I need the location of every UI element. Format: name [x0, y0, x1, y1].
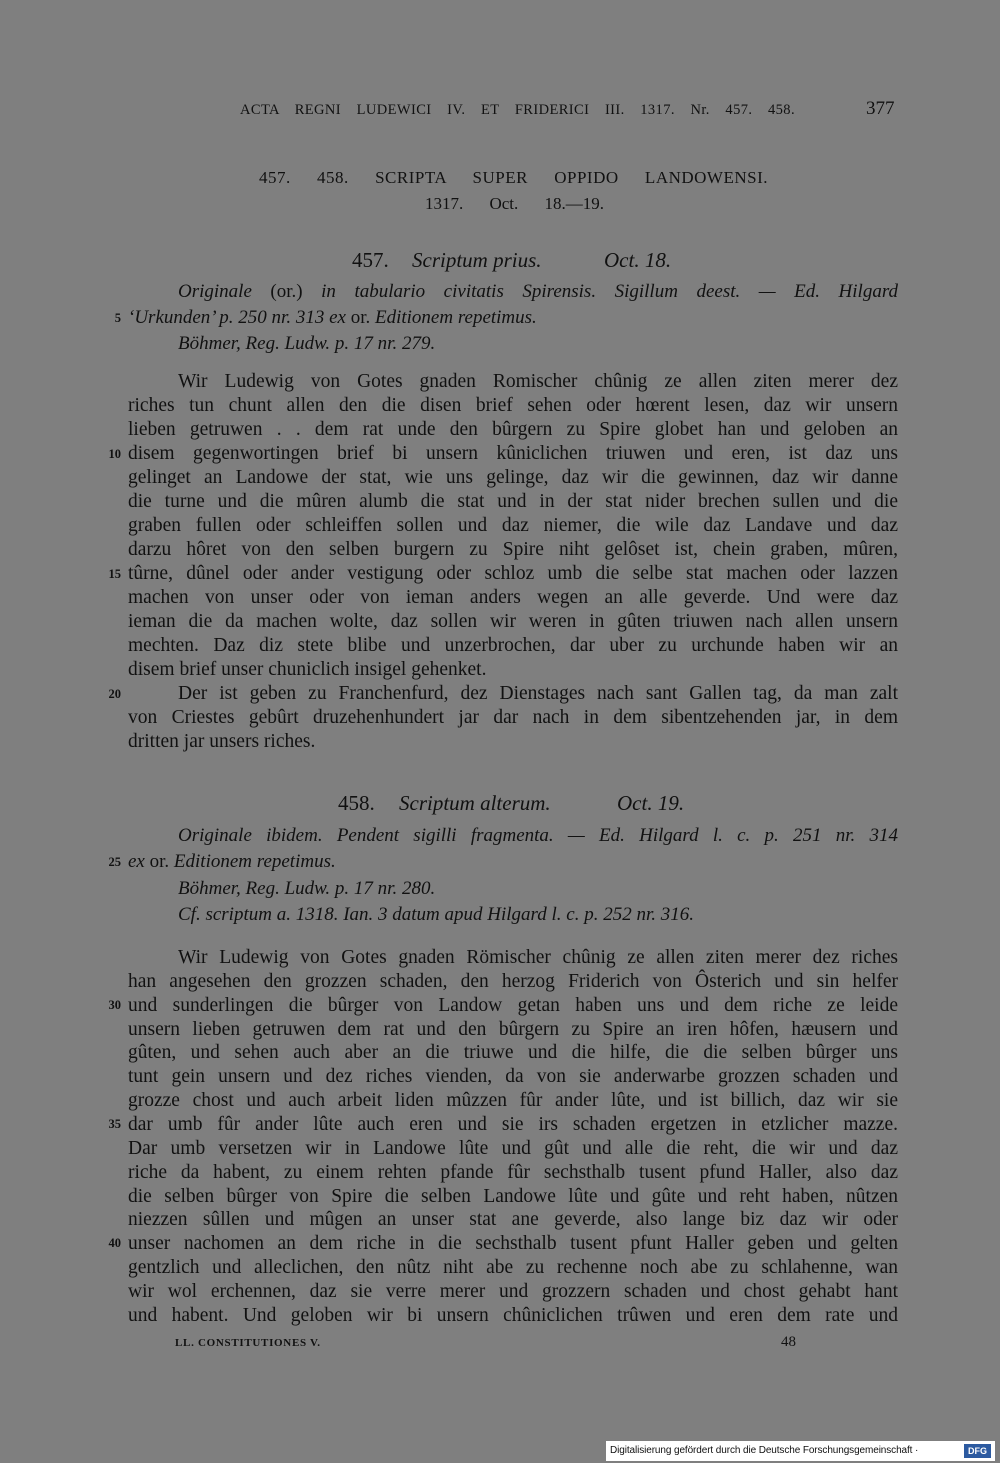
document-number: 457. [352, 248, 389, 272]
line-text: riches tun chunt allen den die disen brief sehen oder hœrent lesen, daz wir unsern [128, 395, 898, 416]
line-text: unsern lieben getruwen dem rat und den bûrgern zu Spire an iren hôfen, hæusern und [128, 1018, 898, 1040]
note-line [108, 849, 898, 875]
text-line [128, 466, 898, 490]
digitization-credit [606, 1441, 995, 1461]
text-line [128, 1089, 898, 1113]
text-line [128, 610, 898, 634]
document-heading: Scriptum alterum. [399, 791, 551, 815]
note-text: or. [350, 307, 371, 328]
sheet-signature: 48 [781, 1334, 796, 1350]
line-number: 20 [108, 687, 121, 701]
note-text: Editionem repetimus. [173, 851, 336, 873]
line-text: riche da habent, zu einem rehten pfande fûr sechsthalb tusent pfund Haller, also daz [128, 1161, 898, 1183]
note-text: (or.) [270, 281, 303, 302]
source-notes [108, 823, 898, 928]
document-number: 458. [338, 791, 375, 815]
document-text [108, 946, 898, 1328]
page-number: 377 [866, 98, 895, 119]
text-line [108, 1113, 898, 1137]
note-line [128, 902, 898, 928]
running-title: ACTA REGNI LUDEWICI IV. ET FRIDERICI III. 1317. Nr. 457. 458. [240, 102, 795, 118]
line-text: tunt gein unsern und dez riches vienden, da von sie anderwarbe grozzen schaden und [128, 1066, 898, 1088]
note-text: Böhmer, Reg. Ludw. p. 17 nr. 279. [178, 333, 436, 354]
line-text: ieman die da machen wolte, daz sollen wir weren in gûten triuwen nach allen unsern [128, 611, 898, 632]
line-text: niezzen sûllen und mûgen an unser stat ane geverde, also lange biz daz wir oder [128, 1209, 898, 1231]
line-text: grozze chost und auch arbeit liden mûzzen fûr ander lûte, und ist billich, daz wir sie [128, 1090, 898, 1112]
text-line [128, 946, 898, 970]
line-text: disem gegenwortingen brief bi unsern kûniclichen triuwen und eren, ist daz uns [128, 443, 898, 464]
text-line [128, 658, 898, 682]
line-text: dar umb fûr ander lûte auch eren und sie irs schaden ergetzen in etzlicher mazze. [128, 1114, 898, 1136]
section-title: 457. 458. SCRIPTA SUPER OPPIDO LANDOWENSI. [259, 168, 768, 187]
note-line [128, 876, 898, 902]
line-text: darzu hôret von den selben burgern zu Spire niht gelôset ist, chein graben, mûren, [128, 539, 898, 560]
text-line [108, 442, 898, 466]
note-text: ex [128, 851, 145, 873]
dfg-logo: DFG [964, 1444, 991, 1458]
text-line [128, 730, 898, 754]
line-text: disem brief unser chuniclich insigel gehenket. [128, 659, 487, 680]
line-number: 30 [108, 997, 121, 1012]
line-text: die selben bûrger von Spire die selben Landowe lûte und gûte und reht haben, nûtzen [128, 1185, 898, 1207]
text-line [108, 994, 898, 1018]
note-text: in tabulario civitatis Spirensis. Sigillum deest. — Ed. Hilgard [321, 281, 899, 302]
document-date: Oct. 18. [604, 248, 672, 272]
line-number: 5 [114, 311, 121, 325]
line-text: lieben getruwen . . dem rat unde den bûrgern zu Spire globet han und geloben an [128, 419, 898, 440]
note-text: Originale ibidem. Pendent sigilli fragmenta. — Ed. Hilgard l. c. p. 251 nr. 314 [178, 825, 898, 846]
text-line [128, 370, 898, 394]
note-line [128, 331, 898, 357]
line-text: gûten, und sehen auch aber an die triuwe und die hilfe, die die selben bûrger uns [128, 1042, 898, 1064]
text-line [128, 706, 898, 730]
section-date: 1317. Oct. 18.—19. [425, 194, 604, 213]
text-line [128, 586, 898, 610]
line-text: die turne und die mûren alumb die stat und in der stat nider brechen sullen und die [128, 491, 898, 512]
line-text: unser nachomen an dem riche in die sechsthalb tusent pfunt Haller geben und gelten [128, 1233, 898, 1255]
note-text: ‘Urkunden’ p. 250 nr. 313 ex [128, 307, 346, 328]
line-text: und habent. Und geloben wir bi unsern chûniclichen trûwen und eren dem rate und [128, 1304, 898, 1326]
note-text: Originale [178, 281, 252, 302]
text-line [128, 514, 898, 538]
note-line [114, 305, 898, 331]
document-heading: Scriptum prius. [412, 248, 542, 272]
text-line [128, 418, 898, 442]
note-text: or. [149, 851, 170, 873]
line-text: von Criestes gebûrt druzehenhundert jar dar nach in dem sibentzehenden jar, in dem [128, 707, 898, 728]
document-text [108, 370, 898, 754]
text-line [108, 1232, 898, 1256]
line-number: 40 [108, 1236, 121, 1251]
line-text: Dar umb versetzen wir in Landowe lûte und gût und alle die reht, die wir und daz [128, 1137, 898, 1159]
line-text: Der ist geben zu Franchenfurd, dez Dienstages nach sant Gallen tag, da man zalt [178, 683, 898, 704]
line-text: gentzlich und alleclichen, den nûtz niht abe zu rechenne noch abe zu schlahenne, wan [128, 1257, 898, 1279]
line-text: han angesehen den grozzen schaden, den herzog Friderich von Ôsterich und sin helfer [128, 970, 898, 992]
note-text: Editionem repetimus. [374, 307, 537, 328]
text-line [108, 562, 898, 586]
line-text: Wir Ludewig von Gotes gnaden Römischer chûnig ze allen ziten merer dez riches [178, 947, 898, 968]
text-line [128, 1185, 898, 1209]
note-text: Cf. scriptum a. 1318. Ian. 3 datum apud Hilgard l. c. p. 252 nr. 316. [178, 903, 694, 925]
text-line [128, 1041, 898, 1065]
text-line [128, 1256, 898, 1280]
text-line [128, 1280, 898, 1304]
line-text: wir wol erchennen, daz sie verre merer und grozzern schaden und chost gehabt hant [128, 1281, 898, 1303]
footer-series: LL. CONSTITUTIONES V. [175, 1337, 321, 1349]
line-number: 35 [108, 1117, 121, 1132]
document-date: Oct. 19. [617, 791, 685, 815]
text-line [128, 490, 898, 514]
note-line [128, 279, 898, 305]
line-text: tûrne, dûnel oder ander vestigung oder schloz umb die selbe stat machen oder lazzen [128, 563, 898, 584]
text-line [128, 634, 898, 658]
line-text: mechten. Daz diz stete blibe und unzerbrochen, dar uber zu urchunde haben wir an [128, 635, 898, 656]
text-line [128, 538, 898, 562]
line-number: 15 [108, 567, 121, 581]
text-line [108, 682, 898, 706]
line-text: machen von unser oder von ieman anders wegen an alle geverde. Und were daz [128, 587, 898, 608]
text-line [128, 970, 898, 994]
text-line [128, 1065, 898, 1089]
text-line [128, 1208, 898, 1232]
line-number: 25 [108, 855, 121, 870]
line-text: graben fullen oder schleiffen sollen und daz niemer, die wile daz Landave und daz [128, 515, 898, 536]
text-line [128, 1137, 898, 1161]
source-notes [114, 279, 899, 357]
note-line [128, 823, 898, 849]
text-line [128, 1161, 898, 1185]
line-number: 10 [108, 447, 121, 461]
text-line [128, 394, 898, 418]
line-text: und sunderlingen die bûrger von Landow getan haben uns und dem riche ze leide [128, 994, 898, 1016]
note-text: Böhmer, Reg. Ludw. p. 17 nr. 280. [178, 877, 436, 899]
text-line [128, 1304, 898, 1328]
line-text: gelinget an Landowe der stat, wie uns gelinge, daz wir die gewinnen, daz wir danne [128, 467, 898, 488]
line-text: dritten jar unsers riches. [128, 731, 316, 752]
credit-text: Digitalisierung gefördert durch die Deutsche Forschungsgemeinschaft · [610, 1445, 919, 1456]
line-text: Wir Ludewig von Gotes gnaden Romischer chûnig ze allen ziten merer dez [178, 371, 898, 392]
text-line [128, 1018, 898, 1042]
